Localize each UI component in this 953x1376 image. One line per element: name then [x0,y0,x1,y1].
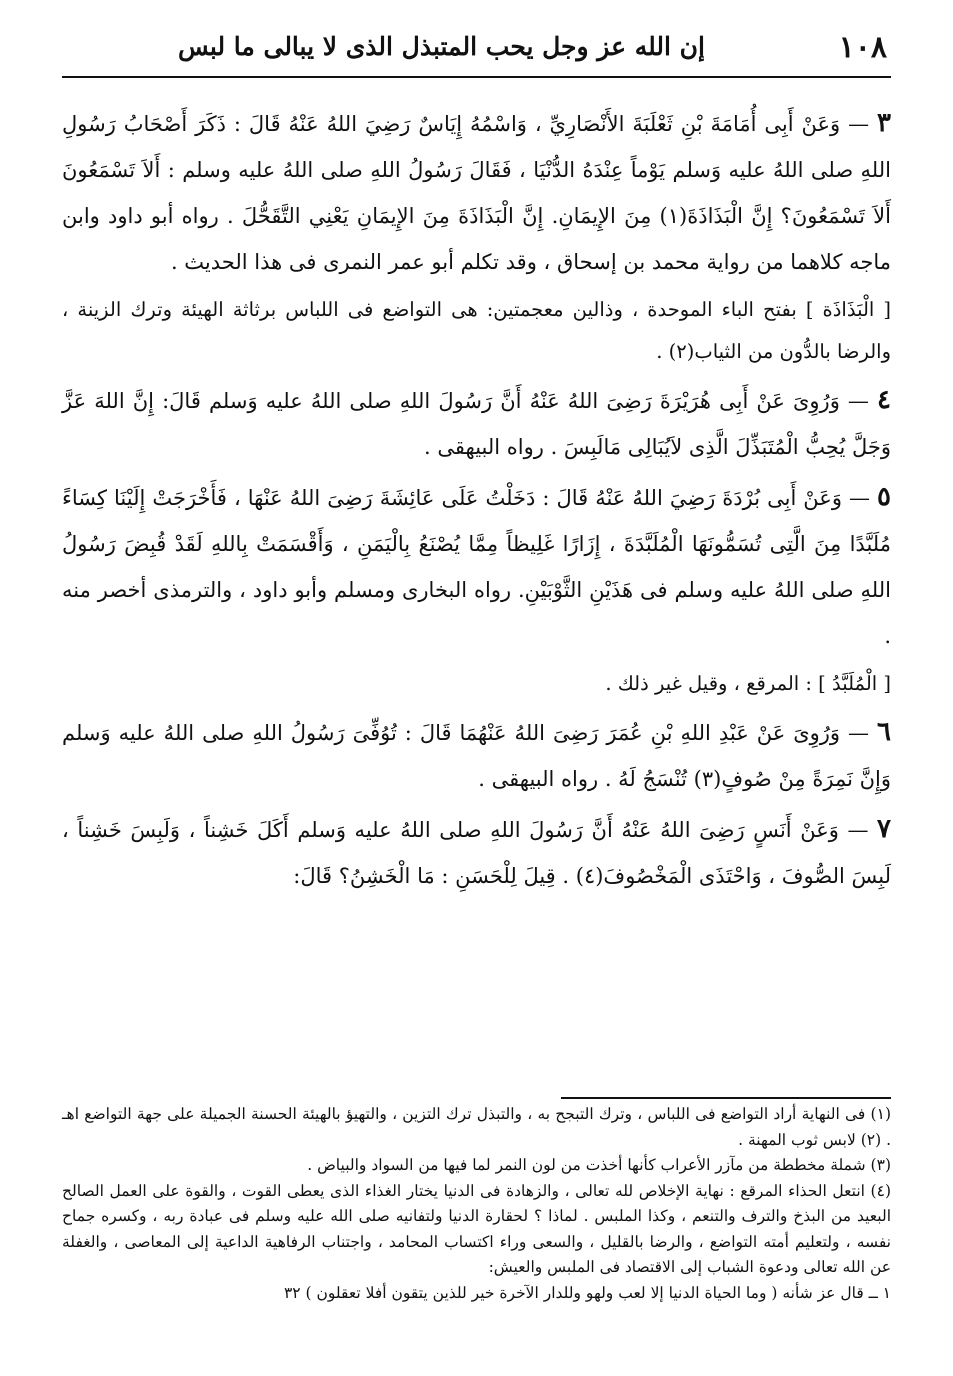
hadith-text: — وَعَنْ أَبِى أُمَامَةَ بْنِ ثَعْلَبَةَ الأَنْصَارِيِّ ، وَاسْمُهُ إِيَاسٌ رَضِيَ اللهُ عَنْهُ قَالَ : ذَكَرَ أَصْحَابُ رَسُولِ اللهِ صلى اللهُ عليه وَسلم يَوْماً عِنْدَهُ الدُّنْيَا ، فَقَالَ رَسُولُ اللهِ صلى اللهُ عليه وسلم : أَلاَ تَسْمَعُونَ أَلاَ تَسْمَعُونَ؟ إِنَّ الْبَذَاذَةَ(١) مِنَ الإِيمَانِ. إِنَّ الْبَذَاذَةَ مِنَ الإِيمَانِ يَعْنِي التَّقَحُّلَ . رواه أبو داود وابن ماجه كلاهما من رواية محمد بن إسحاق ، وقد تكلم أبو عمر النمرى فى هذا الحديث . [62,112,891,274]
running-title: إن الله عز وجل يحب المتبذل الذى لا يبالى ما لبس [178,32,705,61]
gloss-badhadha [62,289,891,373]
page [62,0,891,1376]
hadith-text: — وَرُوِىَ عَنْ أَبِى هُرَيْرَةَ رَضِىَ اللهُ عَنْهُ أَنَّ رَسُولَ اللهِ صلى اللهُ عليه وَسلم قَالَ: إِنَّ اللهَ عَزَّ وَجَلَّ يُحِبُّ الْمُتَبَذِّلَ الَّذِى لاَيُبَالِى مَالَبِسَ . رواه البيهقى . [62,389,891,459]
hadith-number: ٤ [877,385,891,415]
footnote: (٣) شملة مخططة من مآزر الأعراب كأنها أخذت من لون النمر لما فيها من السواد والبياض . [307,1156,891,1174]
hadith-text: — وَعَنْ أَنَسٍ رَضِىَ اللهُ عَنْهُ أَنَّ رَسُولَ اللهِ صلى اللهُ عليه وَسلم أَكَلَ خَشِناً ، وَلَبِسَ خَشِناً ، لَبِسَ الصُّوفَ ، وَاحْتَذَى الْمَخْصُوفَ(٤) . قِيلَ لِلْحَسَنِ : مَا الْخَشِنُ؟ قَالَ: [62,818,891,888]
gloss-mulabbad [62,663,891,705]
main-text [62,100,891,899]
hadith-7 [62,806,891,899]
hadith-text: — وَرُوِىَ عَنْ عَبْدِ اللهِ بْنِ عُمَرَ رَضِىَ اللهُ عَنْهُمَا قَالَ : تُوُفِّىَ رَسُولُ اللهِ صلى اللهُ عليه وَسلم وَإِنَّ نَمِرَةً مِنْ صُوفٍ(٣) تُنْسَجُ لَهُ . رواه البيهقى . [62,721,891,791]
header-rule [62,76,891,78]
hadith-number: ٦ [877,717,891,747]
footnote: ١ ــ قال عز شأنه ( وما الحياة الدنيا إلا لعب ولهو وللدار الآخرة خير للذين يتقون أفلا تعقلون ) ٣٢ [283,1283,891,1302]
hadith-4 [62,377,891,470]
footnotes [62,1102,891,1306]
hadith-3 [62,100,891,285]
running-header [62,30,891,74]
page-number: ١٠٨ [838,30,887,65]
hadith-number: ٧ [877,814,892,844]
gloss-text: [ الْمُلَبَّدُ ] : المرقع ، وقيل غير ذلك . [605,672,891,695]
footnote: (٤) انتعل الحذاء المرقع : نهاية الإخلاص لله تعالى ، والزهادة فى الدنيا يختار الغذاء الذى يعطى القوت ، والقوة على العمل الصالح البعيد من البذخ والترف والتنعم ، وكذا الملبس . لماذا ؟ لحقارة الدنيا ولتفانيه صلى الله عليه وسلم فى عبادة ربه ، وكسره جماح نفسه ، ولتعليم أمته التواضع ، والرضا بالقليل ، والسعى وراء اكتساب المحامد ، واجتناب الرفاهية الداعية إلى المعاصى ، والغفلة عن الله تعالى ودعوة الشباب إلى الاقتصاد فى الملبس والعيش: [62,1181,891,1276]
gloss-text: [ الْبَذَاذَة ] بفتح الباء الموحدة ، وذالين معجمتين: هى التواضع فى اللباس برثاثة الهيئة وترك الزينة ، والرضا بالدُّون من الثياب(٢) . [62,298,891,363]
hadith-number: ٣ [877,108,891,138]
hadith-6 [62,709,891,802]
hadith-text: — وَعَنْ أَبِى بُرْدَةَ رَضِيَ اللهُ عَنْهُ قَالَ : دَخَلْتُ عَلَى عَائِشَةَ رَضِىَ اللهُ عَنْهَا ، فَأَخْرَجَتْ إِلَيْنَا كِسَاءً مُلَبَّدًا مِنَ الَّتِى تُسَمُّونَهَا الْمُلَبَّدَةَ ، إِزَارًا غَلِيظاً مِمَّا يُصْنَعُ بِالْيَمَنِ ، وَأَقْسَمَتْ بِاللهِ لَقَدْ قُبِضَ رَسُولُ اللهِ صلى اللهُ عليه وسلم فى هَذَيْنِ الثَّوْبَيْنِ. رواه البخارى ومسلم وأبو داود ، والترمذى أخصر منه . [62,486,891,648]
footnote-rule [561,1097,891,1099]
footnote: (١) فى النهاية أراد التواضع فى اللباس ، وترك التبجح به ، والتبذل ترك التزين ، والتهيؤ بالهيئة الحسنة الجميلة على جهة التواضع اهـ . (٢) لابس ثوب المهنة . [62,1105,891,1149]
hadith-5 [62,474,891,659]
hadith-number: ٥ [877,482,891,512]
